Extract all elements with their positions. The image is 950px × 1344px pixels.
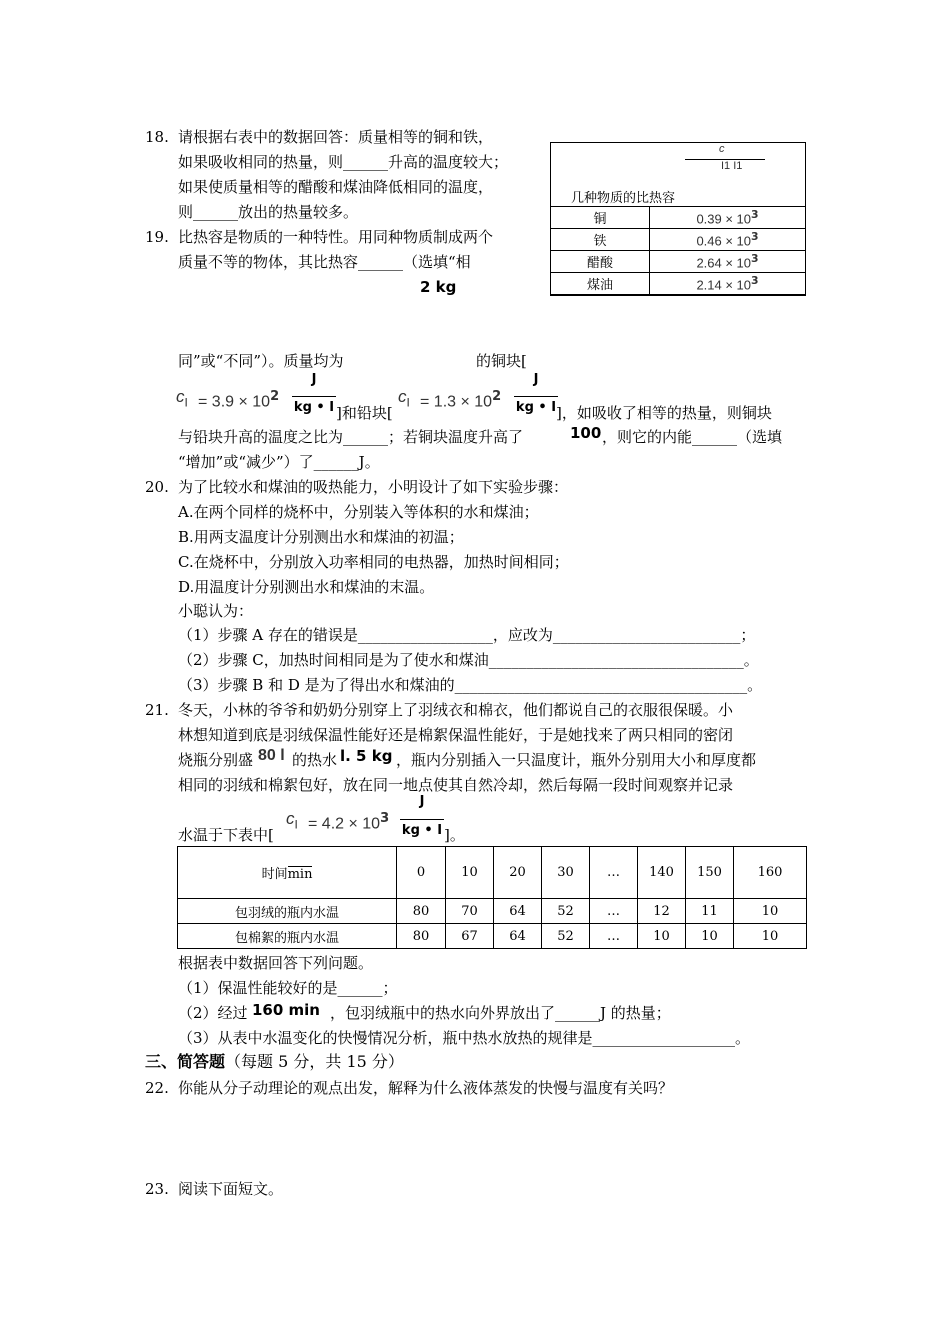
q23-number: 23.: [145, 1180, 169, 1198]
q19-line2: 质量不等的物体，其比热容______（选填“相: [178, 253, 471, 271]
c-cu-symbol: $c_I$: [176, 387, 188, 410]
unit-denominator: kg • I: [515, 400, 557, 415]
q19-line5a: 与铅块升高的温度之比为______；若铜块温度升高了: [178, 428, 524, 446]
unit-numerator: J: [419, 794, 425, 809]
q20-step-b: B.用两支温度计分别测出水和煤油的初温；: [178, 528, 464, 546]
q18-line2: 如果吸收相同的热量，则______升高的温度较大；: [178, 153, 509, 171]
column-header: 160: [734, 847, 807, 899]
time-header: [178, 847, 397, 899]
substance-cell: 煤油: [551, 273, 650, 295]
q21-line2: 林想知道到底是羽绒保温性能好还是棉絮保温性能好，于是她找来了两只相同的密闭: [178, 726, 734, 744]
q21-part2b: ，包羽绒瓶中的热水向外界放出了______J 的热量；: [330, 1004, 671, 1022]
table-cell: …: [590, 924, 638, 949]
q19-rise: 100: [570, 424, 602, 442]
table-head-units: I1 I1: [721, 160, 743, 172]
q19-mass: 2 kg: [420, 278, 457, 296]
q21-part1: （1）保温性能较好的是______；: [178, 979, 398, 997]
table-cell: 12: [638, 899, 686, 924]
q18-number: 18.: [145, 128, 169, 146]
value-text: 2.64 × 10: [696, 255, 752, 271]
table-row: [178, 899, 807, 924]
section-3-heading: [145, 1051, 404, 1073]
c-pb-exp: 2: [492, 389, 502, 404]
column-header: 0: [397, 847, 446, 899]
q21-mass: l. 5 kg: [340, 747, 393, 765]
table-cell: 80: [397, 924, 446, 949]
column-header: 20: [494, 847, 542, 899]
table-head-c: c: [719, 143, 725, 155]
unit-fraction-line: [514, 396, 558, 397]
q21-after: 根据表中数据回答下列问题。: [178, 954, 374, 972]
table-cell: 64: [494, 899, 542, 924]
table-cell: 10: [686, 924, 734, 949]
table-caption: 几种物质的比热容: [571, 191, 676, 206]
table-cell: 67: [446, 924, 494, 949]
column-header: 10: [446, 847, 494, 899]
q20-sub2: （2）步骤 C，加热时间相同是为了使水和煤油__________________________________。: [178, 651, 759, 669]
q19-line6: “增加”或“减少”）了______J。: [178, 453, 380, 471]
value-cell: [650, 229, 806, 251]
value-exp: 3: [751, 274, 759, 288]
value-text: 0.39 × 10: [696, 211, 752, 227]
unit-denominator: kg • I: [293, 400, 335, 415]
section-3-title: 三、简答题: [145, 1052, 226, 1071]
q20-step-d: D.用温度计分别测出水和煤油的末温。: [178, 578, 435, 596]
table-cell: 80: [397, 899, 446, 924]
value-exp: 3: [751, 230, 759, 244]
table-row: [551, 229, 806, 251]
value-text: 2.14 × 10: [696, 277, 752, 293]
table-row: [551, 207, 806, 229]
q19-line5b: ，则它的内能______（选填: [602, 428, 783, 446]
unit-denominator: kg • I: [401, 823, 443, 838]
value-exp: 3: [751, 208, 759, 222]
q22-text: 你能从分子动理论的观点出发，解释为什么液体蒸发的快慢与温度有关吗？: [178, 1079, 674, 1097]
table-cell: 64: [494, 924, 542, 949]
value-cell: [650, 207, 806, 229]
table-cell: 10: [734, 924, 807, 949]
value-cell: [650, 251, 806, 273]
q21-line5b: ]。: [444, 826, 465, 844]
substance-cell: 醋酸: [551, 251, 650, 273]
q19-line1: 比热容是物质的一种特性。用同种物质制成两个: [178, 228, 494, 246]
table-cell: 11: [686, 899, 734, 924]
q21-part2-time: 160 min: [252, 1001, 320, 1019]
c-water-exp: 3: [380, 811, 390, 826]
unit-fraction-line: [292, 396, 336, 397]
q18-line1: 请根据右表中的数据回答：质量相等的铜和铁，: [178, 128, 494, 146]
q20-step-c: C.在烧杯中，分别放入功率相同的电热器，加热时间相同；: [178, 553, 569, 571]
value-text: 0.46 × 10: [696, 233, 752, 249]
q21-line1: 冬天，小林的爷爷和奶奶分别穿上了羽绒衣和棉衣，他们都说自己的衣服很保暖。小: [178, 701, 734, 719]
q22-number: 22.: [145, 1079, 169, 1097]
q18-line4: 则______放出的热量较多。: [178, 203, 359, 221]
water-temp-table: [177, 846, 807, 949]
q20-sub3: （3）步骤 B 和 D 是为了得出水和煤油的_______________________________________。: [178, 676, 763, 694]
c-water-value: = $4.2 \times 10^3$: [308, 811, 390, 833]
q19-mid: ]和铅块[: [336, 404, 393, 422]
q21-line3b: 的热水: [292, 751, 338, 769]
table-row: [178, 924, 807, 949]
q21-line3c: ，瓶内分别插入一只温度计，瓶外分别用大小和厚度都: [396, 751, 757, 769]
table-cell: 70: [446, 899, 494, 924]
q19-line3b: 的铜块[: [476, 352, 527, 370]
q20-think: 小聪认为：: [178, 602, 254, 620]
time-label: 时间: [261, 867, 288, 882]
q21-amount: 80 l: [258, 747, 285, 764]
table-header-row: [178, 847, 807, 899]
table-cell: 52: [542, 899, 590, 924]
q19-end: ]，如吸收了相等的热量，则铜块: [556, 404, 772, 422]
q20-intro: 为了比较水和煤油的吸热能力，小明设计了如下实验步骤：: [178, 478, 569, 496]
unit-fraction-line: [400, 819, 444, 820]
value-exp: 3: [751, 252, 759, 266]
c-pb-value: = $1.3 \times 10^2$: [420, 389, 502, 411]
q21-line3a: 烧瓶分别盛: [178, 751, 254, 769]
table-cell: 10: [734, 899, 807, 924]
q21-line5a: 水温于下表中[: [178, 826, 274, 844]
table-row: [551, 251, 806, 273]
c-cu-value: = $3.9 \times 10^2$: [198, 389, 280, 411]
q19-number: 19.: [145, 228, 169, 246]
table-cell: 10: [638, 924, 686, 949]
time-unit: min: [287, 867, 313, 882]
unit-numerator: J: [311, 372, 317, 387]
row-label: 包羽绒的瓶内水温: [178, 899, 397, 924]
q21-part3: （3）从表中水温变化的快慢情况分析，瓶中热水放热的规律是___________________。: [178, 1029, 751, 1047]
q21-number: 21.: [145, 701, 169, 719]
column-header: 30: [542, 847, 590, 899]
heat-rows: [550, 206, 806, 295]
c-pb-sub: I: [406, 395, 410, 410]
c-cu-sub: I: [184, 395, 188, 410]
column-header: 140: [638, 847, 686, 899]
q18-line3: 如果使质量相等的醋酸和煤油降低相同的温度，: [178, 178, 494, 196]
q23-text: 阅读下面短文。: [178, 1180, 284, 1198]
q21-line4: 相同的羽绒和棉絮包好，放在同一地点使其自然冷却，然后每隔一段时间观察并记录: [178, 776, 734, 794]
row-label: 包棉絮的瓶内水温: [178, 924, 397, 949]
c-water-symbol: $c_I$: [286, 809, 298, 832]
column-header: 150: [686, 847, 734, 899]
table-cell: …: [590, 899, 638, 924]
table-row: [551, 273, 806, 295]
c-pb-symbol: $c_I$: [398, 387, 410, 410]
value-cell: [650, 273, 806, 295]
q20-number: 20.: [145, 478, 169, 496]
q19-line3a: 同”或“不同”）。质量均为: [178, 352, 344, 370]
c-water-sub: I: [294, 817, 298, 832]
substance-cell: 铁: [551, 229, 650, 251]
section-3-note: （每题 5 分，共 15 分）: [225, 1052, 404, 1071]
q20-step-a: A.在两个同样的烧杯中，分别装入等体积的水和煤油；: [178, 503, 539, 521]
table-cell: 52: [542, 924, 590, 949]
q21-part2a: （2）经过: [178, 1004, 248, 1022]
column-header: …: [590, 847, 638, 899]
q20-sub1: （1）步骤 A 存在的错误是__________________，应改为_________________________；: [178, 626, 756, 644]
substance-cell: 铜: [551, 207, 650, 229]
c-cu-exp: 2: [270, 389, 280, 404]
unit-numerator: J: [533, 372, 539, 387]
specific-heat-table: [550, 142, 806, 296]
